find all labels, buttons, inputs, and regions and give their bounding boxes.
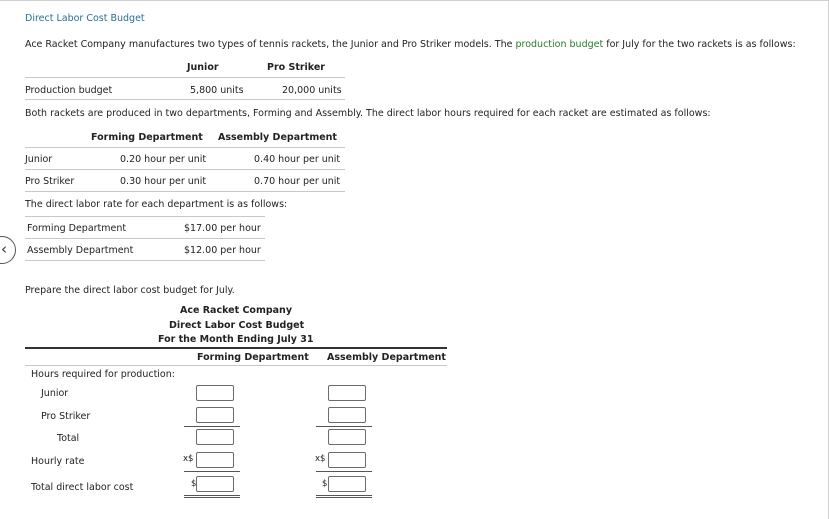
header-forming-department: Forming Department — [91, 132, 203, 143]
budget-company-name: Ace Racket Company — [180, 305, 293, 316]
budget-hourly-rate-label: Hourly rate — [31, 456, 85, 467]
forming-double-rule-2 — [184, 497, 240, 498]
header-assembly-department: Assembly Department — [218, 132, 337, 143]
budget-col-header-rule — [25, 365, 447, 366]
production-table-rule — [25, 77, 345, 78]
budget-period: For the Month Ending July 31 — [158, 334, 314, 345]
forming-hourly-rate-input[interactable] — [196, 452, 234, 468]
forming-dollar-symbol: $ — [191, 479, 197, 489]
hours-table-bottom-rule — [25, 191, 345, 192]
hours-required-label: Hours required for production: — [31, 369, 175, 380]
forming-junior-hours-input[interactable] — [196, 385, 234, 401]
budget-junior-label: Junior — [41, 388, 69, 399]
rate-row-assembly-value: $12.00 per hour — [184, 245, 261, 256]
rate-row-forming-value: $17.00 per hour — [184, 223, 261, 234]
departments-paragraph: Both rackets are produced in two departments, Forming and Assembly. The direct labor hours required for each racket are estimated as follows: — [25, 108, 711, 119]
assembly-hourly-rate-input[interactable] — [328, 452, 366, 468]
forming-times-dollar-symbol: x$ — [183, 454, 194, 464]
forming-pro-striker-hours-input[interactable] — [196, 407, 234, 423]
production-budget-link[interactable]: production budget — [515, 39, 604, 50]
budget-total-cost-label: Total direct labor cost — [31, 482, 134, 493]
forming-subtotal-rule — [184, 426, 240, 427]
hours-table-row-rule — [25, 169, 345, 170]
hours-row-pro-label: Pro Striker — [25, 176, 75, 187]
assembly-subtotal-rule — [316, 426, 372, 427]
assembly-double-rule-1 — [316, 495, 372, 496]
header-pro-striker: Pro Striker — [267, 62, 325, 73]
assembly-total-cost-input[interactable] — [328, 476, 366, 492]
budget-pro-striker-label: Pro Striker — [41, 411, 91, 422]
rate-table-top-rule — [25, 216, 265, 217]
hours-row-junior-label: Junior — [25, 154, 53, 165]
rate-table-bottom-rule — [25, 260, 265, 261]
frame-top-border — [0, 0, 829, 1]
assembly-pro-striker-hours-input[interactable] — [328, 407, 366, 423]
budget-total-label: Total — [57, 433, 80, 444]
budget-header-rule — [25, 347, 447, 349]
hours-row-junior-forming: 0.20 hour per unit — [120, 154, 207, 165]
production-table-bottom-rule — [25, 99, 345, 100]
hours-row-pro-forming: 0.30 hour per unit — [120, 176, 207, 187]
prepare-instruction: Prepare the direct labor cost budget for July. — [25, 285, 235, 296]
assembly-times-dollar-symbol: x$ — [315, 454, 326, 464]
pro-production-value: 20,000 units — [282, 85, 342, 96]
hours-row-pro-assembly: 0.70 hour per unit — [254, 176, 341, 187]
hours-table-rule — [25, 147, 345, 148]
production-budget-label: Production budget — [25, 85, 113, 96]
previous-button[interactable] — [0, 236, 16, 264]
forming-total-hours-input[interactable] — [196, 429, 234, 445]
forming-rate-rule — [184, 471, 240, 472]
rate-row-forming-label: Forming Department — [27, 223, 127, 234]
assembly-double-rule-2 — [316, 497, 372, 498]
assembly-dollar-symbol: $ — [322, 479, 328, 489]
junior-production-value: 5,800 units — [190, 85, 244, 96]
hours-row-junior-assembly: 0.40 hour per unit — [254, 154, 341, 165]
forming-double-rule-1 — [184, 495, 240, 496]
intro-paragraph — [25, 39, 796, 50]
assembly-total-hours-input[interactable] — [328, 429, 366, 445]
chevron-left-icon: ‹ — [1, 240, 7, 258]
intro-text-end: for July for the two rackets is as follows: — [603, 39, 796, 50]
forming-total-cost-input[interactable] — [196, 476, 234, 492]
assembly-junior-hours-input[interactable] — [328, 385, 366, 401]
header-junior: Junior — [187, 62, 219, 73]
budget-col-assembly: Assembly Department — [327, 352, 446, 363]
page-title: Direct Labor Cost Budget — [25, 13, 145, 24]
rate-table-row-rule — [25, 238, 265, 239]
assembly-rate-rule — [316, 471, 372, 472]
budget-col-forming: Forming Department — [197, 352, 309, 363]
intro-text-start: Ace Racket Company manufactures two types of tennis rackets, the Junior and Pro Striker models. The — [25, 39, 516, 50]
rate-row-assembly-label: Assembly Department — [27, 245, 134, 256]
rate-paragraph: The direct labor rate for each department is as follows: — [25, 199, 288, 210]
budget-title: Direct Labor Cost Budget — [169, 320, 305, 331]
